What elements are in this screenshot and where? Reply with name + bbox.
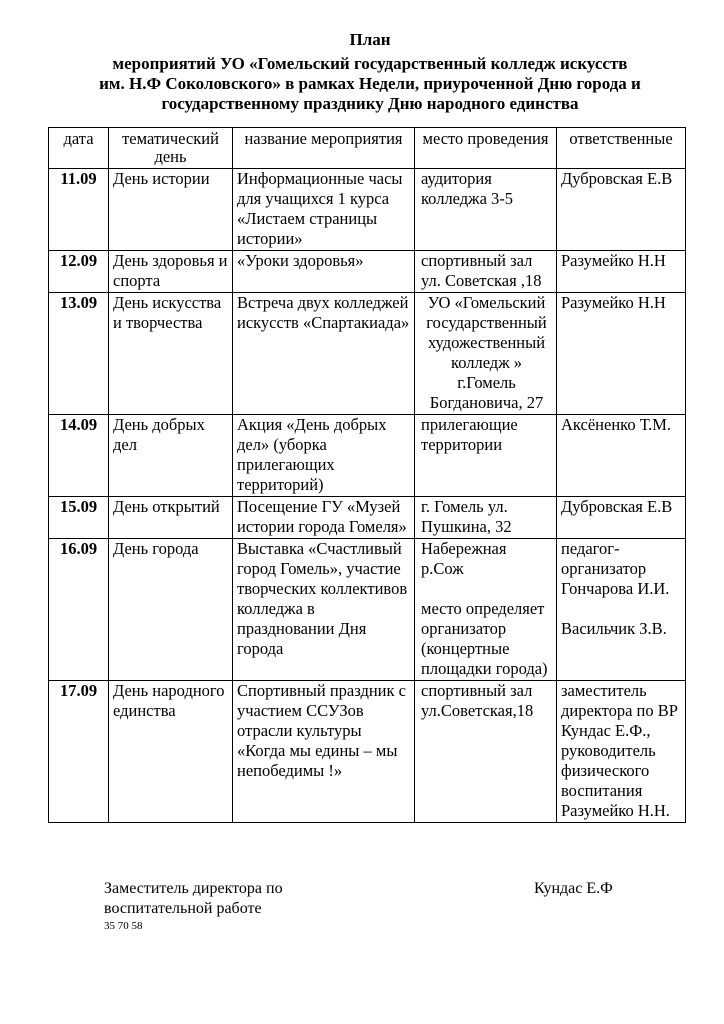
signatory-position bbox=[104, 879, 283, 919]
table-row bbox=[49, 681, 686, 823]
cell-place bbox=[415, 539, 557, 681]
cell-date: 11.09 bbox=[49, 169, 109, 251]
page-title: План bbox=[349, 30, 391, 49]
cell-event: Акция «День добрых дел» (уборка прилегающих территорий) bbox=[233, 415, 415, 497]
cell-responsible: заместитель директора по ВР Кундас Е.Ф., руководитель физического воспитания Разумейко Н.Н. bbox=[557, 681, 686, 823]
cell-responsible bbox=[557, 539, 686, 681]
table-row bbox=[49, 497, 686, 539]
cell-place: прилегающие территории bbox=[415, 415, 557, 497]
column-header-place: место проведения bbox=[415, 128, 557, 169]
cell-place: УО «Гомельский государственный художественный колледж » г.Гомель Богдановича, 27 bbox=[415, 293, 557, 415]
table-row bbox=[49, 293, 686, 415]
signatory-position-line-2: воспитательной работе bbox=[104, 900, 262, 917]
signatory-position-line-1: Заместитель директора по bbox=[104, 880, 283, 897]
responsible-organizer: педагог-организатор Гончарова И.И. bbox=[561, 539, 670, 598]
cell-day: День открытий bbox=[109, 497, 233, 539]
table-row bbox=[49, 169, 686, 251]
signatory-name: Кундас Е.Ф bbox=[534, 880, 613, 897]
column-header-date: дата bbox=[49, 128, 109, 169]
cell-event: Информационные часы для учащихся 1 курса «Листаем страницы истории» bbox=[233, 169, 415, 251]
cell-day: День народного единства bbox=[109, 681, 233, 823]
cell-day: День истории bbox=[109, 169, 233, 251]
table-row bbox=[49, 415, 686, 497]
phone-number: 35 70 58 bbox=[104, 920, 143, 932]
cell-responsible: Дубровская Е.В bbox=[557, 497, 686, 539]
cell-date: 12.09 bbox=[49, 251, 109, 293]
column-header-theme-day: тематический день bbox=[109, 128, 233, 169]
cell-event: Спортивный праздник с участием ССУЗов отрасли культуры «Когда мы едины – мы непобедимы !» bbox=[233, 681, 415, 823]
cell-responsible: Разумейко Н.Н bbox=[557, 293, 686, 415]
table-header-row bbox=[49, 128, 686, 169]
cell-date: 13.09 bbox=[49, 293, 109, 415]
subtitle-line-1: мероприятий УО «Гомельский государственный колледж искусств bbox=[112, 54, 628, 73]
subtitle-line-3: государственному празднику Дню народного единства bbox=[161, 94, 579, 113]
cell-day: День здоровья и спорта bbox=[109, 251, 233, 293]
column-header-responsible: ответственные bbox=[557, 128, 686, 169]
cell-date: 14.09 bbox=[49, 415, 109, 497]
column-header-event-name: название мероприятия bbox=[233, 128, 415, 169]
cell-date: 15.09 bbox=[49, 497, 109, 539]
cell-event: Выставка «Счастливый город Гомель», участие творческих коллективов колледжа в праздновании Дня города bbox=[233, 539, 415, 681]
cell-responsible: Аксёненко Т.М. bbox=[557, 415, 686, 497]
cell-responsible: Разумейко Н.Н bbox=[557, 251, 686, 293]
responsible-second: Васильчик З.В. bbox=[561, 619, 667, 638]
cell-date: 16.09 bbox=[49, 539, 109, 681]
place-embankment: Набережная р.Сож bbox=[421, 539, 507, 578]
cell-event: «Уроки здоровья» bbox=[233, 251, 415, 293]
cell-day: День искусства и творчества bbox=[109, 293, 233, 415]
cell-event: Посещение ГУ «Музей истории города Гомеля» bbox=[233, 497, 415, 539]
cell-day: День добрых дел bbox=[109, 415, 233, 497]
cell-place: спортивный зал ул. Советская ,18 bbox=[415, 251, 557, 293]
cell-responsible: Дубровская Е.В bbox=[557, 169, 686, 251]
cell-date: 17.09 bbox=[49, 681, 109, 823]
cell-place: г. Гомель ул. Пушкина, 32 bbox=[415, 497, 557, 539]
table-row bbox=[49, 539, 686, 681]
table-row bbox=[49, 251, 686, 293]
cell-place: аудитория колледжа 3-5 bbox=[415, 169, 557, 251]
cell-day: День города bbox=[109, 539, 233, 681]
cell-event: Встреча двух колледжей искусств «Спартакиада» bbox=[233, 293, 415, 415]
spacer bbox=[421, 579, 552, 599]
subtitle-line-2: им. Н.Ф Соколовского» в рамках Недели, приуроченной Дню города и bbox=[99, 74, 641, 93]
events-table bbox=[48, 127, 686, 823]
spacer bbox=[561, 599, 681, 619]
cell-place: спортивный зал ул.Советская,18 bbox=[415, 681, 557, 823]
place-organizer-note: место определяет организатор (концертные площадки города) bbox=[421, 599, 548, 678]
